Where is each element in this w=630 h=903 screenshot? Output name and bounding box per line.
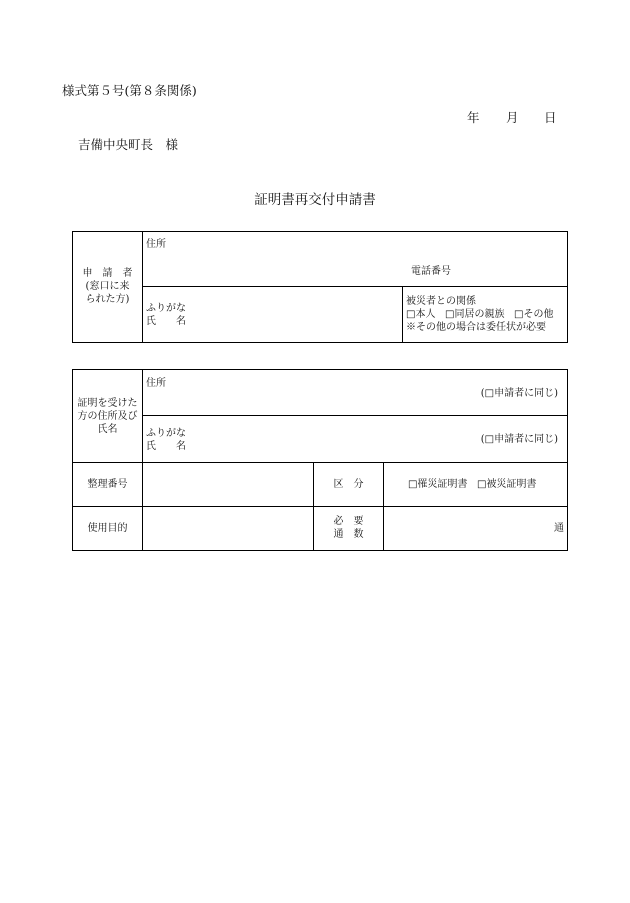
date-month-label: 月: [506, 110, 519, 125]
applicant-address-field[interactable]: [160, 252, 390, 272]
relation-option-other[interactable]: □ その他: [514, 309, 553, 320]
divider: [383, 463, 384, 550]
copies-label: 必 要 通 数: [333, 516, 364, 540]
divider: [73, 506, 567, 507]
certified-address-label: 住所: [146, 378, 166, 389]
same-as-applicant-address[interactable]: (□申請者に同じ): [480, 388, 558, 399]
applicant-furigana-label: ふりがな: [146, 303, 186, 314]
applicant-phone-field[interactable]: [460, 262, 560, 280]
addressee: 吉備中央町長 様: [78, 137, 179, 152]
certified-furigana-label: ふりがな: [146, 428, 186, 439]
applicant-name-label: 氏 名: [146, 316, 186, 327]
copies-field[interactable]: [390, 511, 540, 545]
purpose-field[interactable]: [146, 511, 308, 545]
divider: [73, 462, 567, 463]
certified-address-field[interactable]: [160, 390, 460, 410]
applicant-address-label: 住所: [146, 239, 166, 250]
date-day-label: 日: [544, 110, 557, 125]
relation-title: 被災者との関係: [406, 296, 476, 307]
page-title: 証明書再交付申請書: [254, 192, 376, 208]
applicant-phone-label: 電話番号: [411, 266, 451, 277]
divider: [143, 286, 567, 287]
copies-unit: 通: [554, 523, 564, 534]
relation-option-family[interactable]: □ 同居の親族: [445, 309, 504, 320]
ref-number-label: 整理番号: [87, 479, 128, 490]
category-option-risai[interactable]: □ 罹災証明書: [408, 479, 467, 490]
date-year-label: 年: [467, 110, 480, 125]
certified-name-field[interactable]: [200, 422, 460, 456]
applicant-name-field[interactable]: [200, 298, 395, 336]
applicant-label: 申 請 者 (窓口に来 られた方): [82, 268, 133, 305]
relation-option-self[interactable]: □ 本人: [406, 309, 435, 320]
same-as-applicant-name[interactable]: (□申請者に同じ): [480, 434, 558, 445]
certified-name-label: 氏 名: [146, 441, 186, 452]
certified-label: 証明を受けた 方の住所及び 氏名: [77, 398, 138, 435]
divider: [142, 370, 143, 550]
category-options: [408, 478, 536, 491]
divider: [402, 287, 403, 342]
ref-number-field[interactable]: [146, 468, 308, 501]
purpose-label: 使用目的: [87, 523, 128, 534]
divider: [142, 232, 143, 342]
divider: [143, 415, 567, 416]
relation-options: [406, 308, 553, 321]
form-number: 様式第５号(第８条関係): [62, 83, 197, 98]
category-option-hisai[interactable]: □ 被災証明書: [477, 479, 536, 490]
category-label: 区 分: [333, 479, 364, 490]
relation-note: ※その他の場合は委任状が必要: [406, 322, 546, 333]
